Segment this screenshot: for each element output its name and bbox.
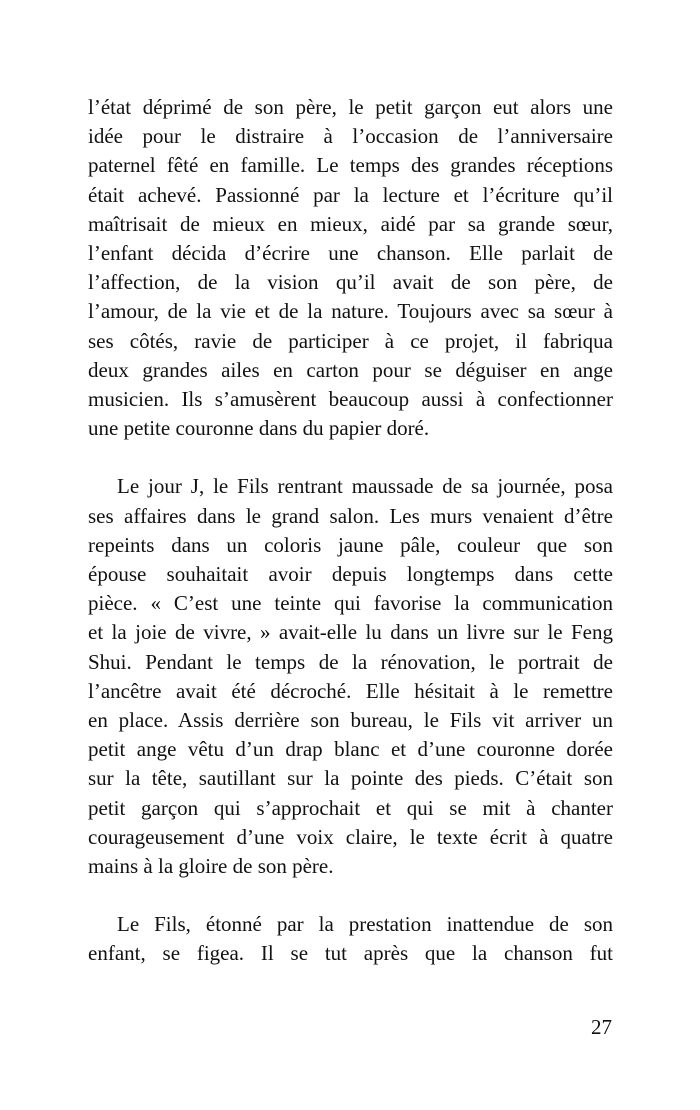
- text-line: ses côtés, ravie de participer à ce projet, il fabriqua: [88, 328, 613, 353]
- text-line: deux grandes ailes en carton pour se déguiser en ange: [88, 357, 613, 382]
- paragraph-gap: [88, 443, 613, 472]
- text-line: l’amour, de la vie et de la nature. Toujours avec sa sœur à: [88, 299, 613, 324]
- text-line: était achevé. Passionné par la lecture et l’écriture qu’il: [88, 182, 613, 207]
- paragraph: [88, 472, 613, 881]
- text-line: courageusement d’une voix claire, le texte écrit à quatre: [88, 824, 613, 849]
- text-line: petit garçon qui s’approchait et qui se mit à chanter: [88, 795, 613, 820]
- text-line: repeints dans un coloris jaune pâle, couleur que son: [88, 532, 613, 557]
- page-number: 27: [591, 1015, 612, 1039]
- text-line: petit ange vêtu d’un drap blanc et d’une couronne dorée: [88, 737, 613, 762]
- text-line: l’état déprimé de son père, le petit garçon eut alors une: [88, 95, 613, 119]
- text-line: Le jour J, le Fils rentrant maussade de sa journée, posa: [117, 474, 613, 499]
- text-line: en place. Assis derrière son bureau, le Fils vit arriver un: [88, 707, 613, 732]
- paragraph: [88, 93, 613, 443]
- paragraph-gap: [88, 881, 613, 910]
- text-line: l’ancêtre avait été décroché. Elle hésitait à le remettre: [88, 678, 613, 703]
- text-line: idée pour le distraire à l’occasion de l’anniversaire: [88, 124, 613, 149]
- text-line: l’affection, de la vision qu’il avait de son père, de: [88, 270, 613, 295]
- text-line: l’enfant décida d’écrire une chanson. Elle parlait de: [88, 240, 613, 265]
- text-line: paternel fêté en famille. Le temps des grandes réceptions: [88, 153, 613, 178]
- text-line: maîtrisait de mieux en mieux, aidé par sa grande sœur,: [88, 211, 613, 236]
- text-line: ses affaires dans le grand salon. Les murs venaient d’être: [88, 503, 613, 528]
- text-line: Le Fils, étonné par la prestation inattendue de son: [117, 912, 613, 937]
- text-line: musicien. Ils s’amusèrent beaucoup aussi à confectionner: [88, 386, 613, 411]
- paragraph: [88, 910, 613, 968]
- text-line: sur la tête, sautillant sur la pointe des pieds. C’était son: [88, 766, 613, 791]
- text-line: pièce. « C’est une teinte qui favorise la communication: [88, 591, 613, 616]
- text-line: épouse souhaitait avoir depuis longtemps dans cette: [88, 562, 613, 586]
- text-line: une petite couronne dans du papier doré.: [88, 416, 430, 441]
- text-line: Shui. Pendant le temps de la rénovation, le portrait de: [88, 649, 613, 674]
- text-line: enfant, se figea. Il se tut après que la chanson fut: [88, 941, 613, 966]
- text-line: mains à la gloire de son père.: [88, 853, 334, 878]
- page-body: [88, 93, 613, 969]
- text-line: et la joie de vivre, » avait-elle lu dans un livre sur le Feng: [88, 620, 613, 645]
